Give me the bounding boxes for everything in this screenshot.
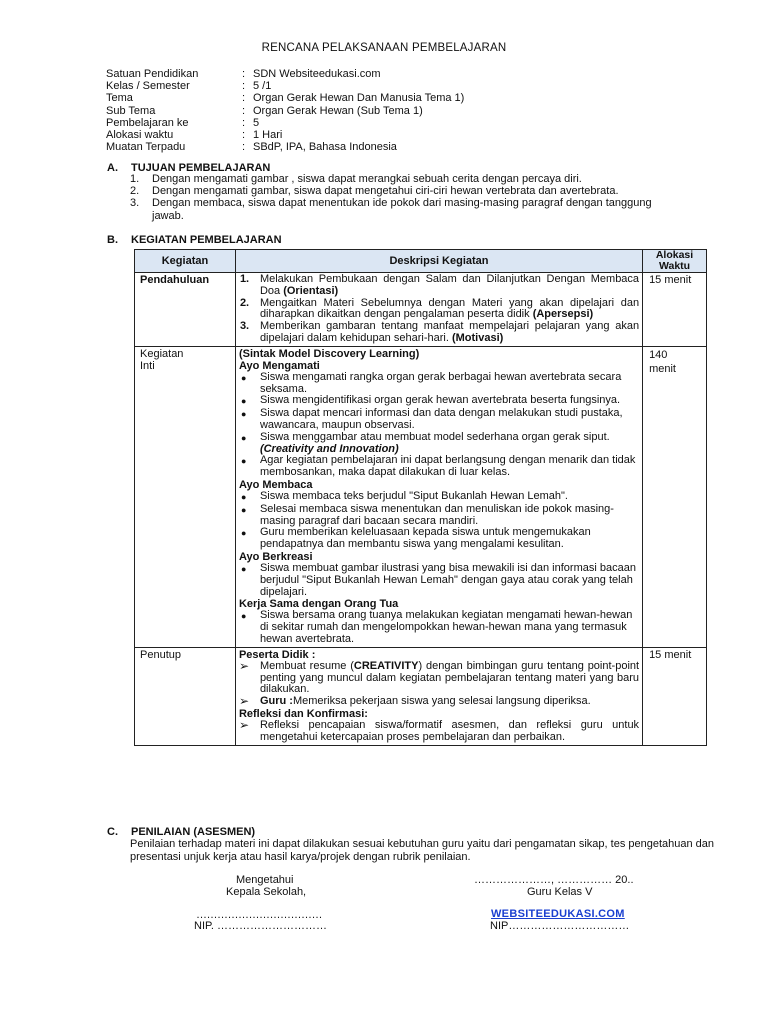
section-c-heading: C. PENILAIAN (ASESMEN) [107,826,256,838]
ayo-berkreasi-heading: Ayo Berkreasi [238,550,313,563]
row-label-pendahuluan: Pendahuluan [135,273,236,347]
activities-table [134,249,707,746]
meta-row: Kelas / Semester : 5 /1 [106,80,272,93]
arrow-bullet-icon: ➢ [238,694,249,709]
meta-row: Tema : Organ Gerak Hewan Dan Manusia Tema 1) [106,92,465,105]
list-item: ● Siswa mengidentifikasi organ gerak hewan avertebrata beserta fungsinya. [240,394,621,407]
list-item: 1. Melakukan Pembukaan dengan Salam dan Dilanjutkan Dengan Membaca Doa (Orientasi) [239,273,640,297]
penutup-description [235,647,642,745]
ayo-mengamati-heading: Ayo Mengamati [238,359,320,372]
signature-left-line1: Mengetahui [236,874,294,886]
website-link[interactable]: WEBSITEEDUKASI.COM [491,908,625,920]
list-item: ● Agar kegiatan pembelajaran ini dapat berlangsung dengan menarik dan tidak membosankan, maka dapat dilakukan di luar kelas. [240,454,636,479]
list-item: ● Siswa mengamati rangka organ gerak berbagai hewan avertebrata secara seksama. [240,370,622,395]
time-pendahuluan: 15 menit [643,273,707,347]
assessment-text: Penilaian terhadap materi ini dapat dilakukan sesuai kebutuhan guru yaitu dari pengamatan sikap, tes pengetahuan dan presentasi unjuk kerja atau hasil karya/projek dengan rubrik penilaian. [130,838,715,863]
list-item: 3. Memberikan gambaran tentang manfaat mempelajari pelajaran yang akan dipelajari dalam kehidupan sehari-hari. (Motivasi) [239,320,640,344]
list-item: 1. Dengan mengamati gambar , siswa dapat merangkai sebuah cerita dengan percaya diri. [130,173,582,185]
row-label-inti: Kegiatan Inti [135,346,236,647]
header-alokasi: Alokasi Waktu [643,250,707,273]
meta-row: Satuan Pendidikan : SDN Websiteedukasi.com [106,68,381,80]
meta-row: Muatan Terpadu : SBdP, IPA, Bahasa Indonesia [106,141,397,154]
header-deskripsi: Deskripsi Kegiatan [235,250,642,273]
list-item: ● Siswa bersama orang tuanya melakukan kegiatan mengamati hewan-hewan di sekitar rumah dan mengelompokkan hewan-hewan mana yang termasuk hewan avertebrata. [240,609,633,645]
list-item: 3. Dengan membaca, siswa dapat menentukan ide pokok dari masing-masing paragraf dengan tanggung jawab. [130,197,652,222]
section-a-heading: A. TUJUAN PEMBELAJARAN [107,162,271,174]
refleksi-heading: Refleksi dan Konfirmasi: [238,707,368,720]
table-row [135,346,707,647]
pendahuluan-description [235,273,642,347]
list-item: ➢ Refleksi pencapaian siswa/formatif asesmen, dan refleksi guru untuk mengetahui ketercapaian proses pembelajaran dan perbaikan. [238,717,640,743]
header-kegiatan: Kegiatan [135,250,236,273]
signature-left-nip: NIP. ………………………… [194,920,328,932]
table-row [135,647,707,745]
arrow-bullet-icon: ➢ [238,658,249,673]
inti-description [235,346,642,647]
meta-row: Pembelajaran ke : 5 [106,116,260,129]
document-title: RENCANA PELAKSANAAN PEMBELAJARAN [261,42,507,54]
signature-right-line2: Guru Kelas V [527,886,593,898]
list-item: ● Siswa dapat mencari informasi dan data dengan melakukan studi pustaka, wawancara, maupun observasi. [240,407,623,431]
signature-left-dots: ……………………………… [196,909,322,921]
row-label-penutup: Penutup [135,647,236,745]
kerja-sama-heading: Kerja Sama dengan Orang Tua [238,598,399,611]
objectives-list [130,173,720,222]
list-item: 2. Dengan mengamati gambar, siswa dapat mengetahui ciri-ciri hewan vertebrata dan avertebrata. [130,185,619,198]
list-item: ● Siswa membuat gambar ilustrasi yang bisa mewakili isi dan informasi bacaan berjudul "Siput Bukanlah Hewan Lemah" dengan gaya atau corak yang telah dipelajari. [240,561,636,598]
meta-row: Sub Tema : Organ Gerak Hewan (Sub Tema 1) [106,104,423,117]
meta-row: Alokasi waktu : 1 Hari [106,128,283,141]
time-inti: 140 menit [643,346,707,647]
list-item: ● Guru memberikan keleluasaan kepada siswa untuk mengemukakan pendapatnya dan membantu siswa yang mengalami kesulitan. [240,526,591,551]
ayo-membaca-heading: Ayo Membaca [238,478,313,491]
time-penutup: 15 menit [643,647,707,745]
list-item: ➢ Membuat resume (CREATIVITY) dengan bimbingan guru tentang point-point penting yang muncul dalam kegiatan pembelajaran tentang materi yang baru dilakukan. [238,658,640,696]
list-item: ● Siswa menggambar atau membuat model sederhana organ gerak siput. (Creativity and Innovation) [240,430,610,455]
table-row [135,273,707,347]
signature-left-line2: Kepala Sekolah, [226,886,307,898]
identity-block [106,68,464,153]
list-item: ● Selesai membaca siswa menentukan dan menuliskan ide pokok masing-masing paragraf dari bacaan secara mandiri. [240,502,614,527]
arrow-bullet-icon: ➢ [238,717,249,732]
model-label: (Sintak Model Discovery Learning) [238,347,420,360]
peserta-didik-heading: Peserta Didik : [238,648,316,661]
list-item: 2. Mengaitkan Materi Sebelumnya dengan Materi yang akan dipelajari dan diharapkan dikaitkan dengan pengalaman peserta didik (Apersepsi) [239,296,640,321]
signature-right-line1: …………………, …………… 20.. [474,874,634,886]
table-header-row [135,250,707,273]
list-item: ● Siswa membaca teks berjudul "Siput Bukanlah Hewan Lemah". [240,489,568,502]
signature-right-nip: NIP…………………………… [490,920,630,932]
section-b-heading: B. KEGIATAN PEMBELAJARAN [107,234,282,246]
list-item: ➢ Guru :Memeriksa pekerjaan siswa yang selesai langsung diperiksa. [238,694,591,709]
